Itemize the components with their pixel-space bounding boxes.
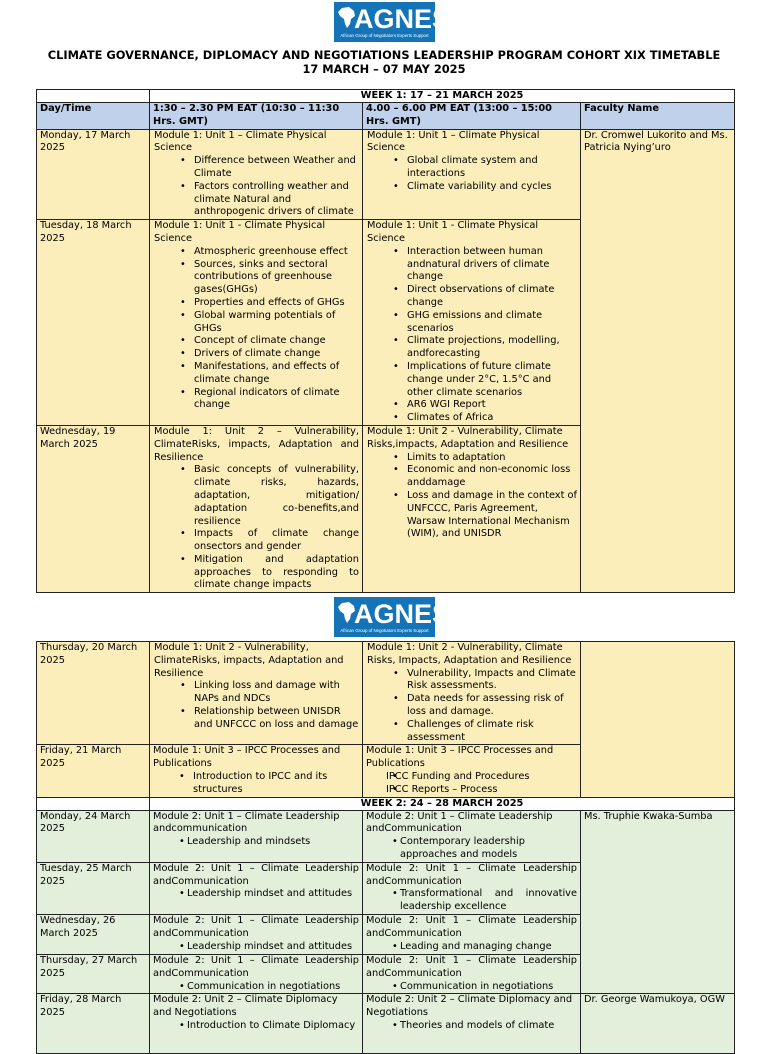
header-session-2: 4.00 – 6.00 PM EAT (13:00 – 15:00 Hrs. GMT) xyxy=(363,103,581,130)
list-item: • Manifestations, and effects of climate change xyxy=(154,361,359,387)
session-1-cell xyxy=(150,862,363,914)
day-cell: Monday, 24 March 2025 xyxy=(37,810,150,862)
module-title: Module 1: Unit 3 – IPCC Processes and Publications xyxy=(366,745,554,770)
session-1-cell xyxy=(150,129,363,220)
agnes-logo xyxy=(334,2,451,42)
list-item: • Loss and damage in the context of UNFCCC, Paris Agreement, Warsaw International Mechanism (WIM), and UNISDR xyxy=(367,490,577,541)
session-2-cell xyxy=(363,642,581,745)
list-item: • Leadership mindset and attitudes xyxy=(153,941,359,954)
list-item: • Linking loss and damage with NAPs and NDCs xyxy=(154,680,359,706)
table-row xyxy=(37,994,735,1054)
list-item: • GHG emissions and climate scenarios xyxy=(367,310,577,336)
module-title: Module 2: Unit 1 – Climate Leadership andCommunication xyxy=(153,862,359,887)
module-title: Module 2: Unit 1 – Climate Leadership andcommunication xyxy=(153,810,340,835)
list-item: • Climates of Africa xyxy=(367,412,577,425)
module-title: Module 2: Unit 2 – Climate Diplomacy and Negotiations xyxy=(366,994,573,1019)
document-subtitle: 17 MARCH – 07 MAY 2025 xyxy=(302,62,466,76)
list-item: • Transformational and innovative leadership excellence xyxy=(366,888,577,914)
session-2-cell xyxy=(363,914,581,954)
module-title: Module 2: Unit 2 – Climate Diplomacy and Negotiations xyxy=(153,994,338,1019)
module-title: Module 1: Unit 1 - Climate Physical Science xyxy=(367,220,539,244)
table-header-row xyxy=(37,103,735,130)
list-item: • Communication in negotiations xyxy=(153,981,359,994)
module-title: Module 2: Unit 1 – Climate Leadership andCommunication xyxy=(153,914,359,939)
module-title: Module 2: Unit 1 – Climate Leadership andCommunication xyxy=(153,954,359,979)
day-cell: Tuesday, 18 March 2025 xyxy=(37,220,150,426)
session-2-cell xyxy=(363,862,581,914)
list-item: • Leading and managing change xyxy=(366,941,577,954)
session-2-cell xyxy=(363,129,581,220)
list-item: • IPCC Reports – Process xyxy=(366,784,577,797)
module-title: Module 2: Unit 1 – Climate Leadership andCommunication xyxy=(366,810,553,835)
day-cell: Wednesday, 19 March 2025 xyxy=(37,425,150,592)
list-item: • Climate projections, modelling, andforecasting xyxy=(367,335,577,361)
list-item: • Global warming potentials of GHGs xyxy=(154,310,359,336)
header-faculty: Faculty Name xyxy=(581,103,735,130)
list-item: • Leadership mindset and attitudes xyxy=(153,888,359,901)
module-title: Module 1: Unit 2 - Vulnerability, Climate Risks,impacts, Adaptation and Resilience xyxy=(367,425,569,450)
document-title: CLIMATE GOVERNANCE, DIPLOMACY AND NEGOTIATIONS LEADERSHIP PROGRAM COHORT XIX TIMETABLE xyxy=(47,48,721,62)
day-cell: Wednesday, 26 March 2025 xyxy=(37,914,150,954)
day-cell: Friday, 21 March 2025 xyxy=(37,745,150,797)
module-title: Module 2: Unit 1 – Climate Leadership andCommunication xyxy=(366,954,577,979)
logo-wordmark: AGNES xyxy=(354,599,451,629)
module-title: Module 1: Unit 1 - Climate Physical Science xyxy=(154,220,326,244)
list-item: • Atmospheric greenhouse effect xyxy=(154,246,359,259)
agnes-logo xyxy=(334,597,451,637)
list-item: • Climate variability and cycles xyxy=(367,181,577,194)
session-1-cell xyxy=(150,914,363,954)
table-corner-cell xyxy=(37,797,150,810)
list-item: • Properties and effects of GHGs xyxy=(154,297,359,310)
logo-tagline: African Group of Negotiators Experts Support xyxy=(340,33,429,38)
faculty-cell: Ms. Truphie Kwaka-Sumba xyxy=(581,810,735,994)
session-2-cell xyxy=(363,994,581,1054)
session-1-cell xyxy=(150,810,363,862)
list-item: • Introduction to Climate Diplomacy xyxy=(153,1020,359,1033)
list-item: • AR6 WGI Report xyxy=(367,399,577,412)
list-item: • Leadership and mindsets xyxy=(153,836,359,849)
list-item: • Impacts of climate change onsectors and gender xyxy=(154,528,359,554)
list-item: • Factors controlling weather and climate Natural and anthropogenic drivers of climate xyxy=(154,181,359,219)
list-item: • Data needs for assessing risk of loss and damage. xyxy=(367,693,577,719)
list-item: • Concept of climate change xyxy=(154,335,359,348)
session-2-cell xyxy=(363,220,581,426)
list-item: • Regional indicators of climate change xyxy=(154,387,359,413)
list-item: • Challenges of climate risk assessment xyxy=(367,719,577,745)
list-item: • Implications of future climate change under 2°C, 1.5°C and other climate scenarios xyxy=(367,361,577,399)
week-2-label: WEEK 2: 24 – 28 MARCH 2025 xyxy=(150,797,735,810)
module-title: Module 2: Unit 1 – Climate Leadership andCommunication xyxy=(366,862,577,887)
list-item: • IPCC Funding and Procedures xyxy=(366,771,577,784)
list-item: • Contemporary leadership approaches and models xyxy=(366,836,577,862)
logo-tagline: African Group of Negotiators Experts Support xyxy=(340,628,429,633)
list-item: • Economic and non-economic loss anddamage xyxy=(367,464,577,490)
list-item: • Global climate system and interactions xyxy=(367,155,577,181)
session-2-cell xyxy=(363,954,581,993)
list-item: • Sources, sinks and sectoral contributions of greenhouse gases(GHGs) xyxy=(154,259,359,297)
list-item: • Basic concepts of vulnerability, climate risks, hazards, adaptation, mitigation/ adaptation co-benefits,and resilience xyxy=(154,464,359,528)
module-title: Module 1: Unit 2 - Vulnerability, Climate Risks, Impacts, Adaptation and Resilience xyxy=(367,642,572,666)
session-1-cell xyxy=(150,425,363,592)
logo-wordmark: AGNES xyxy=(354,4,451,34)
day-cell: Thursday, 27 March 2025 xyxy=(37,954,150,993)
list-item: • Drivers of climate change xyxy=(154,348,359,361)
list-item: • Direct observations of climate change xyxy=(367,284,577,310)
timetable-week-1 xyxy=(36,89,735,593)
table-row xyxy=(37,810,735,862)
session-1-cell xyxy=(150,994,363,1054)
table-row xyxy=(37,129,735,220)
list-item: • Limits to adaptation xyxy=(367,452,577,465)
day-cell: Tuesday, 25 March 2025 xyxy=(37,862,150,914)
day-cell: Friday, 28 March 2025 xyxy=(37,994,150,1054)
session-1-cell xyxy=(150,745,363,797)
session-1-cell xyxy=(150,220,363,426)
list-item: • Interaction between human andnatural drivers of climate change xyxy=(367,246,577,284)
list-item: • Introduction to IPCC and its structures xyxy=(153,771,359,797)
module-title: Module 1: Unit 2 – Vulnerability, ClimateRisks, impacts, Adaptation and Resilience xyxy=(154,425,359,463)
table-row xyxy=(37,642,735,745)
list-item: • Relationship between UNISDR and UNFCCC on loss and damage xyxy=(154,706,359,732)
faculty-cell: Dr. George Wamukoya, OGW xyxy=(581,994,735,1054)
session-1-cell xyxy=(150,642,363,745)
faculty-cell: Dr. Cromwel Lukorito and Ms. Patricia Nying’uro xyxy=(581,129,735,593)
header-session-1: 1:30 – 2.30 PM EAT (10:30 – 11:30 Hrs. GMT) xyxy=(150,103,363,130)
week-1-label: WEEK 1: 17 – 21 MARCH 2025 xyxy=(150,90,735,103)
session-2-cell xyxy=(363,425,581,592)
faculty-cell-empty xyxy=(581,642,735,798)
module-title: Module 1: Unit 3 – IPCC Processes and Publications xyxy=(153,745,341,770)
list-item: • Communication in negotiations xyxy=(366,981,577,994)
session-2-cell xyxy=(363,810,581,862)
day-cell: Thursday, 20 March 2025 xyxy=(37,642,150,745)
session-1-cell xyxy=(150,954,363,993)
list-item: • Mitigation and adaptation approaches to responding to climate change impacts xyxy=(154,554,359,592)
session-2-cell xyxy=(363,745,581,797)
list-item: • Difference between Weather and Climate xyxy=(154,155,359,181)
list-item: • Theories and models of climate xyxy=(366,1020,577,1033)
module-title: Module 1: Unit 1 – Climate Physical Science xyxy=(367,129,540,154)
module-title: Module 2: Unit 1 – Climate Leadership andCommunication xyxy=(366,914,577,939)
timetable-continued xyxy=(36,641,735,1054)
module-title: Module 1: Unit 1 – Climate Physical Science xyxy=(154,129,327,154)
header-day-time: Day/Time xyxy=(37,103,150,130)
module-title: Module 1: Unit 2 - Vulnerability, ClimateRisks, impacts, Adaptation and Resilience xyxy=(154,642,344,679)
day-cell: Monday, 17 March 2025 xyxy=(37,129,150,220)
table-corner-cell xyxy=(37,90,150,103)
list-item: • Vulnerability, Impacts and Climate Risk assessments. xyxy=(367,668,577,694)
